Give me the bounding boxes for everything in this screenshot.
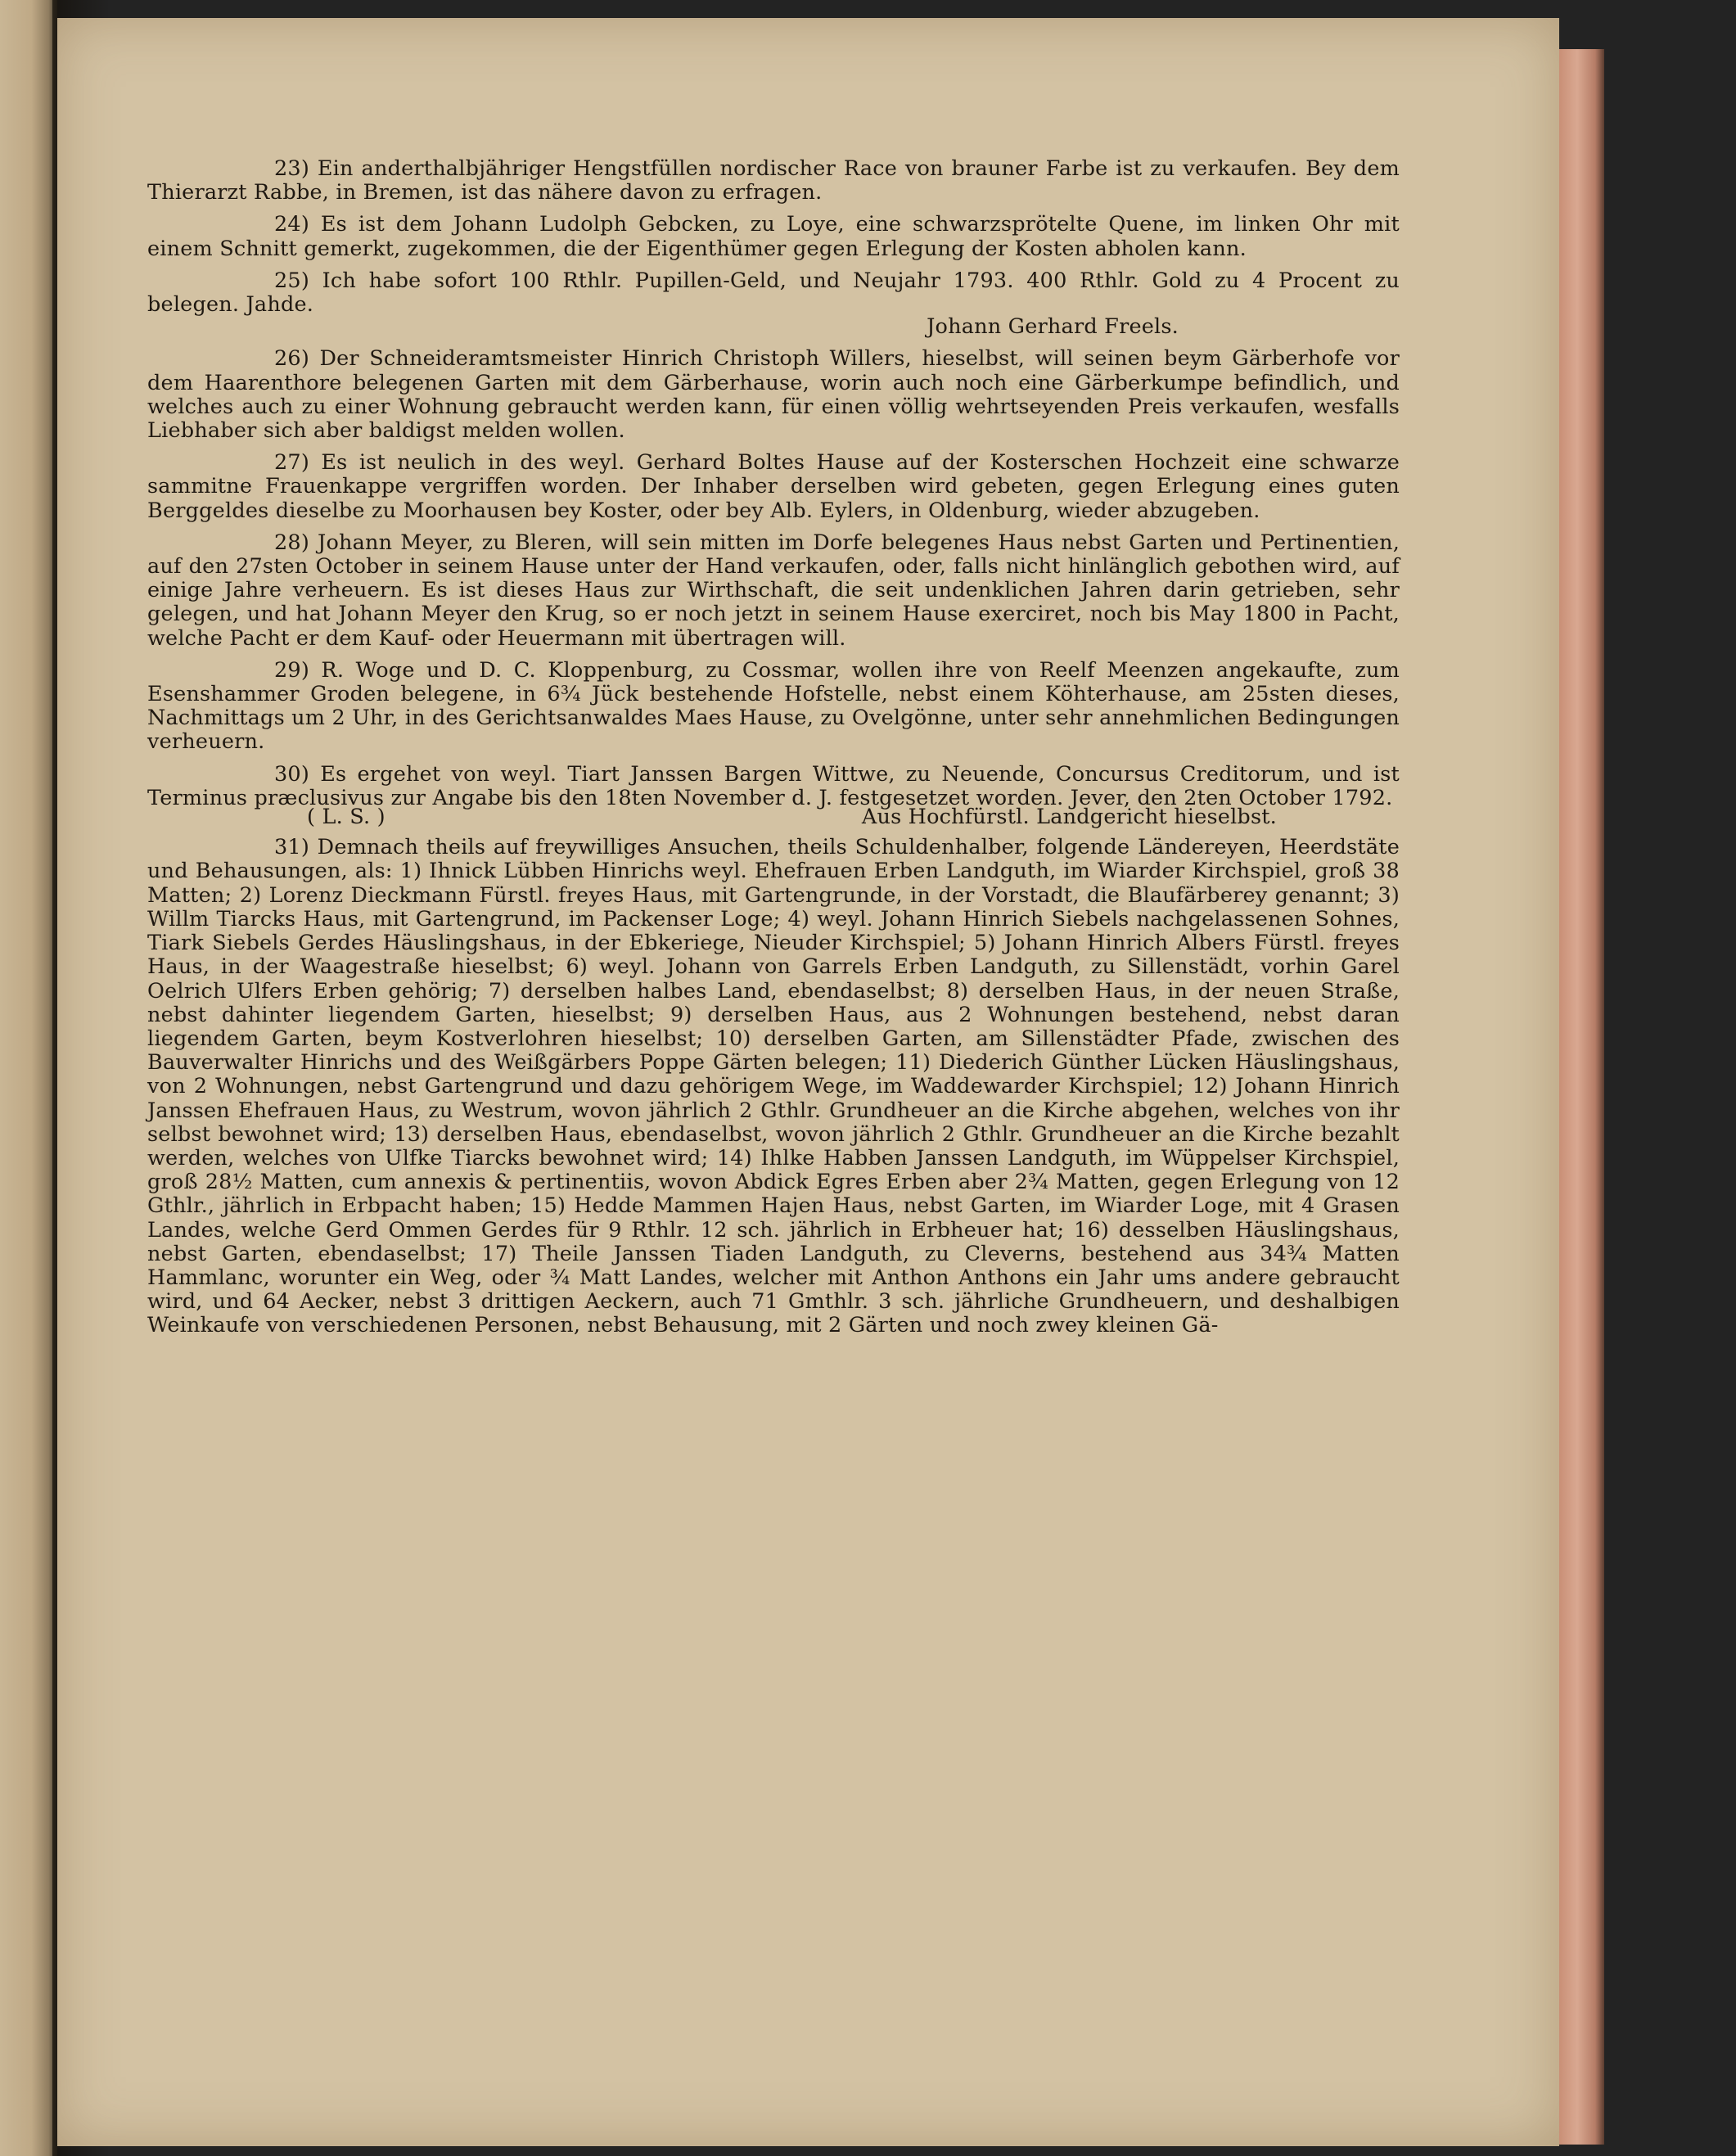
entry-24: 24) Es ist dem Johann Ludolph Gebcken, zu Loye, eine schwarzsprötelte Quene, im linken Ohr mit einem Schnitt gemerkt, zugekommen, die der Eigenthümer gegen Erlegung der Kosten abholen kann. [147,212,1400,261]
page-fore-edge [1559,49,1604,2145]
page-text [147,157,1400,1346]
seal-mark: ( L. S. ) [307,805,386,830]
facing-page-edge [0,0,57,2156]
entry-30: 30) Es ergehet von weyl. Tiart Janssen Bargen Wittwe, zu Neuende, Concursus Creditorum, und ist Terminus præclusivus zur Angabe bis den 18ten November d. J. festgesetzet worden. Jever, den 2ten October 1792. [147,761,1400,810]
entry-27: 27) Es ist neulich in des weyl. Gerhard Boltes Hause auf der Kosterschen Hochzeit eine schwarze sammitne Frauenkappe vergriffen worden. Der Inhaber derselben wird gebeten, gegen Erlegung eines guten Berggeldes dieselbe zu Moorhausen bey Koster, oder bey Alb. Eylers, in Oldenburg, wieder abzugeben. [147,450,1400,523]
page [57,18,1559,2146]
entry-25: 25) Ich habe sofort 100 Rthlr. Pupillen-Geld, und Neujahr 1793. 400 Rthlr. Gold zu 4 Procent zu belegen. Jahde. [147,268,1400,318]
entry-26: 26) Der Schneideramtsmeister Hinrich Christoph Willers, hieselbst, will seinen beym Gärberhofe vor dem Haarenthore belegenen Garten mit dem Gärberhause, worin auch noch eine Gärberkumpe befindlich, und welches auch zu einer Wohnung gebraucht werden kann, für einen völlig wehrtseyenden Preis verkaufen, wesfalls Liebhaber sich aber baldigst melden wollen. [147,346,1400,444]
entry-29: 29) R. Woge und D. C. Kloppenburg, zu Cossmar, wollen ihre von Reelf Meenzen angekaufte, zum Esenshammer Groden belegene, in 6¾ Jück bestehende Hofstelle, nebst einem Köhterhause, am 25sten dieses, Nachmittags um 2 Uhr, in des Gerichtsanwaldes Maes Hause, zu Ovelgönne, unter sehr annehmlichen Bedingungen verheuern. [147,657,1400,755]
entry-23: 23) Ein anderthalbjähriger Hengstfüllen nordischer Race von brauner Farbe ist zu verkaufen. Bey dem Thierarzt Rabbe, in Bremen, ist das nähere davon zu erfragen. [147,156,1400,205]
entry-28: 28) Johann Meyer, zu Bleren, will sein mitten im Dorfe belegenes Haus nebst Garten und Pertinentien, auf den 27sten October in seinem Hause unter der Hand verkaufen, oder, falls nicht hinlänglich gebothen wird, auf einige Jahre verheuern. Es ist dieses Haus zur Wirthschaft, die seit undenklichen Jahren darin getrieben, sehr gelegen, und hat Johann Meyer den Krug, so er noch jetzt in seinem Hause exerciret, noch bis May 1800 in Pacht, welche Pacht er dem Kauf- oder Heuermann mit übertragen will. [147,530,1400,651]
signature: Aus Hochfürstl. Landgericht hieselbst. [861,805,1277,830]
signature: Johann Gerhard Freels. [927,314,1179,340]
entry-31: 31) Demnach theils auf freywilliges Ansuchen, theils Schuldenhalber, folgende Ländereyen, Heerdstäte und Behausungen, als: 1) Ihnick Lübben Hinrichs weyl. Ehefrauen Erben Landguth, im Wiarder Kirchspiel, groß 38 Matten; 2) Lorenz Dieckmann Fürstl. freyes Haus, mit Gartengrunde, in der Vorstadt, die Blaufärberey genannt; 3) Willm Tiarcks Haus, mit Gartengrund, im Packenser Loge; 4) weyl. Johann Hinrich Siebels nachgelassenen Sohnes, Tiark Siebels Gerdes Häuslingshaus, in der Ebkeriege, Nieuder Kirchspiel; 5) Johann Hinrich Albers Fürstl. freyes Haus, in der Waagestraße hieselbst; 6) weyl. Johann von Garrels Erben Landguth, zu Sillenstädt, vorhin Garel Oelrich Ulfers Erben gehörig; 7) derselben halbes Land, ebendaselbst; 8) derselben Haus, in der neuen Straße, nebst dahinter liegendem Garten, hieselbst; 9) derselben Haus, aus 2 Wohnungen bestehend, nebst daran liegendem Garten, beym Kostverlohren hieselbst; 10) derselben Garten, am Sillenstädter Pfade, zwischen des Bauverwalter Hinrichs und des Weißgärbers Poppe Gärten belegen; 11) Diederich Günther Lücken Häuslingshaus, von 2 Wohnungen, nebst Gartengrund und dazu gehörigem Wege, im Waddewarder Kirchspiel; 12) Johann Hinrich Janssen Ehefrauen Haus, zu Westrum, wovon jährlich 2 Gthlr. Grundheuer an die Kirche abgehen, welches von ihr selbst bewohnet wird; 13) derselben Haus, ebendaselbst, wovon jährlich 2 Gthlr. Grundheuer an die Kirche bezahlt werden, welches von Ulfke Tiarcks bewohnet wird; 14) Ihlke Habben Janssen Landguth, im Wüppelser Kirchspiel, groß 28½ Matten, cum annexis & pertinentiis, wovon Abdick Egres Erben aber 2¾ Matten, gegen Erlegung von 12 Gthlr., jährlich in Erbpacht haben; 15) Hedde Mammen Hajen Haus, nebst Garten, im Wiarder Loge, mit 4 Grasen Landes, welche Gerd Ommen Gerdes für 9 Rthlr. 12 sch. jährlich in Erbheuer hat; 16) desselben Häuslingshaus, nebst Garten, ebendaselbst; 17) Theile Janssen Tiaden Landguth, zu Cleverns, bestehend aus 34¾ Matten Hammlanc, worunter ein Weg, oder ¾ Matt Landes, welcher mit Anthon Anthons ein Jahr ums andere gebraucht wird, und 64 Aecker, nebst 3 drittigen Aeckern, auch 71 Gmthlr. 3 sch. jährliche Grundheuern, und deshalbigen Weinkaufe von verschiedenen Personen, nebst Behausung, mit 2 Gärten und noch zwey kleinen Gä- [147,835,1400,1338]
